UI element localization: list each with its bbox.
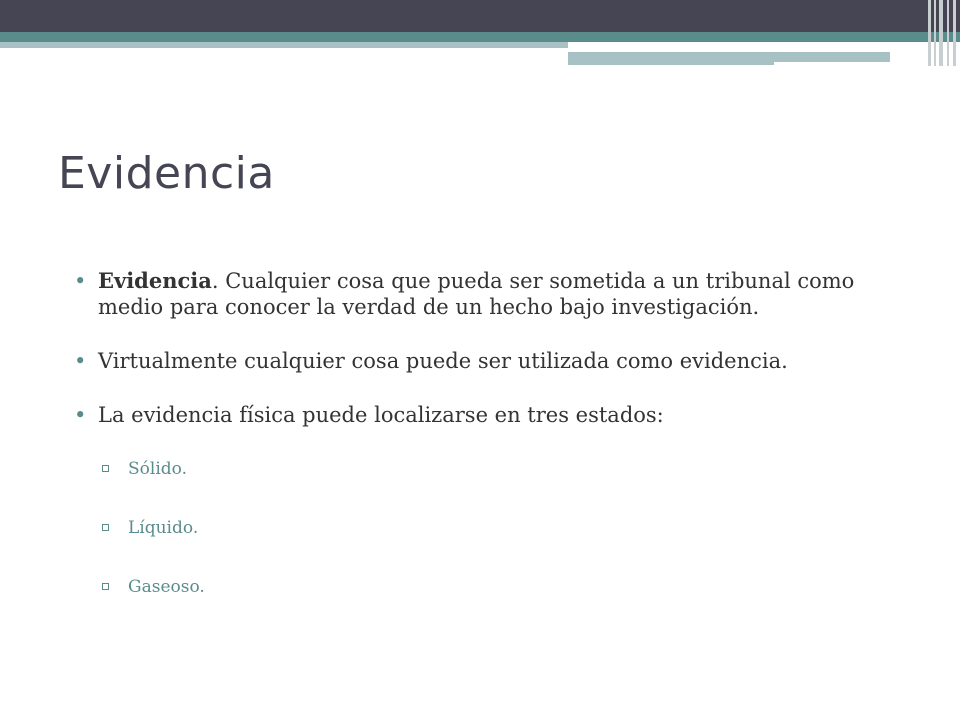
square-bullet-icon (102, 524, 109, 531)
subbullet-text: Gaseoso. (128, 577, 205, 597)
bullet-definition (72, 268, 912, 320)
subbullet-list (72, 458, 912, 598)
subbullet-gas (72, 576, 912, 598)
subbullet-solid (72, 458, 912, 480)
header-band-light-right (568, 52, 890, 62)
bullet-text: Virtualmente cualquier cosa puede ser utilizada como evidencia. (98, 349, 788, 373)
bullet-dot-icon: • (74, 349, 87, 373)
subbullet-text: Sólido. (128, 459, 187, 479)
bullet-states (72, 402, 912, 428)
header-band-line (568, 49, 890, 51)
subbullet-liquid (72, 517, 912, 539)
header-band-light-right-thin (568, 62, 774, 65)
square-bullet-icon (102, 583, 109, 590)
bullet-dot-icon: • (74, 403, 87, 427)
subbullet-text: Líquido. (128, 518, 199, 538)
bullet-text: La evidencia física puede localizarse en tres estados: (98, 403, 664, 427)
bullet-virtual (72, 348, 912, 374)
slide-title: Evidencia (58, 148, 275, 199)
header-band-light (0, 42, 568, 48)
bullet-text: . Cualquier cosa que pueda ser sometida a un tribunal como medio para conocer la verdad de un hecho bajo investigación. (98, 269, 855, 319)
bullet-list (72, 268, 912, 635)
bullet-bold-term: Evidencia (98, 268, 212, 293)
square-bullet-icon (102, 465, 109, 472)
header-band-dark (0, 0, 960, 32)
header-band-teal (0, 32, 960, 42)
bullet-dot-icon: • (74, 269, 87, 293)
header-vertical-stripes (924, 0, 960, 66)
subbullet-container (72, 458, 912, 598)
